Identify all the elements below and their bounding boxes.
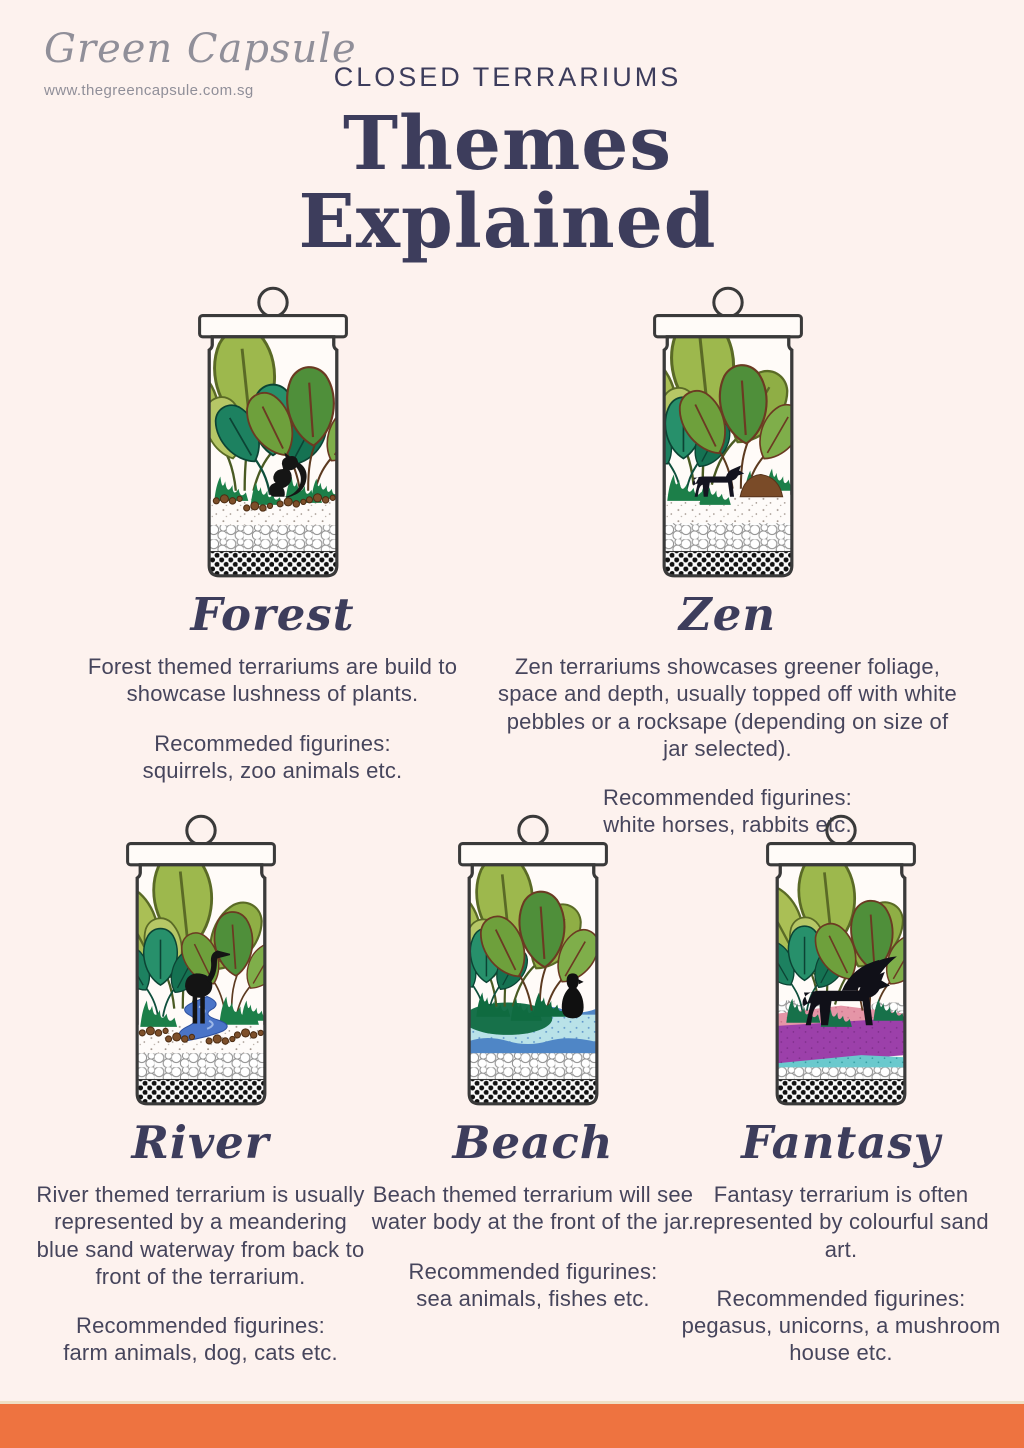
forest-terrarium-jar (192, 284, 354, 580)
theme-name: Beach (452, 1116, 614, 1169)
recommended-items: squirrels, zoo animals etc. (142, 757, 403, 783)
theme-recommended (28, 1312, 373, 1367)
page-title (280, 101, 735, 266)
theme-recommended (678, 1285, 1004, 1367)
river-terrarium-jar (120, 812, 282, 1108)
recommended-label: Recommended figurines: (76, 1313, 325, 1339)
theme-description: River themed terrarium is usually represented by a meandering blue sand waterway from back to front of the terrarium. (36, 1182, 365, 1289)
beach-terrarium-jar (452, 812, 614, 1108)
theme-recommended (368, 1258, 698, 1313)
theme-block-fantasy (678, 812, 1004, 1367)
jar-lid (768, 844, 915, 865)
recommended-label: Recommended figurines: (716, 1285, 966, 1311)
recommended-items: pegasus, unicorns, a mushroom house etc. (681, 1313, 1001, 1366)
theme-name: River (131, 1116, 270, 1169)
masthead (280, 62, 735, 266)
jar-ring-handle (519, 816, 547, 844)
zen-terrarium-jar (647, 284, 809, 580)
footer-accent-bar (0, 1404, 1024, 1448)
theme-name: Fantasy (741, 1116, 941, 1169)
recommended-label: Recommeded figurines: (154, 730, 391, 756)
theme-name: Forest (190, 588, 355, 641)
jar-ring-handle (258, 288, 286, 316)
theme-block-zen (495, 284, 960, 839)
recommended-items: farm animals, dog, cats etc. (63, 1340, 338, 1366)
theme-description: Fantasy terrarium is often represented by colourful sand art. (693, 1182, 989, 1262)
jar-lid (127, 844, 274, 865)
charcoal-layer (209, 551, 337, 575)
charcoal-layer (137, 1079, 265, 1103)
theme-block-river (28, 812, 373, 1367)
jar-ring-handle (186, 816, 214, 844)
theme-recommended (50, 730, 495, 785)
recommended-label: Recommended figurines: (408, 1258, 658, 1284)
jar-lid (460, 844, 607, 865)
theme-description: Forest themed terrariums are build to showcase lushness of plants. (87, 654, 458, 707)
theme-description: Beach themed terrarium will see water body at the front of the jar. (371, 1182, 695, 1235)
recommended-items: sea animals, fishes etc. (416, 1285, 650, 1311)
brand-logo-text: Green Capsule (44, 26, 357, 72)
charcoal-layer (664, 551, 792, 575)
jar-lid (654, 316, 801, 337)
theme-name: Zen (678, 588, 777, 641)
jar-lid (199, 316, 346, 337)
website-url: www.thegreencapsule.com.sg (44, 82, 254, 99)
theme-block-beach (368, 812, 698, 1312)
fantasy-terrarium-jar (760, 812, 922, 1108)
title-line-2: Explained (298, 179, 717, 266)
theme-description: Zen terrariums showcases greener foliage, space and depth, usually topped off with white pebbles or a rocksape (depending on size of jar selected). (498, 654, 957, 761)
theme-block-forest (50, 284, 495, 784)
title-line-1: Themes (343, 101, 672, 187)
charcoal-layer (777, 1079, 905, 1103)
charcoal-layer (469, 1079, 597, 1103)
jar-ring-handle (827, 816, 855, 844)
white-pebbles-layer (664, 523, 792, 555)
jar-ring-handle (713, 288, 741, 316)
eyebrow-title: CLOSED TERRARIUMS (333, 62, 682, 92)
recommended-items: white horses, rabbits etc. (603, 812, 852, 838)
recommended-label: Recommended figurines: (603, 785, 852, 811)
